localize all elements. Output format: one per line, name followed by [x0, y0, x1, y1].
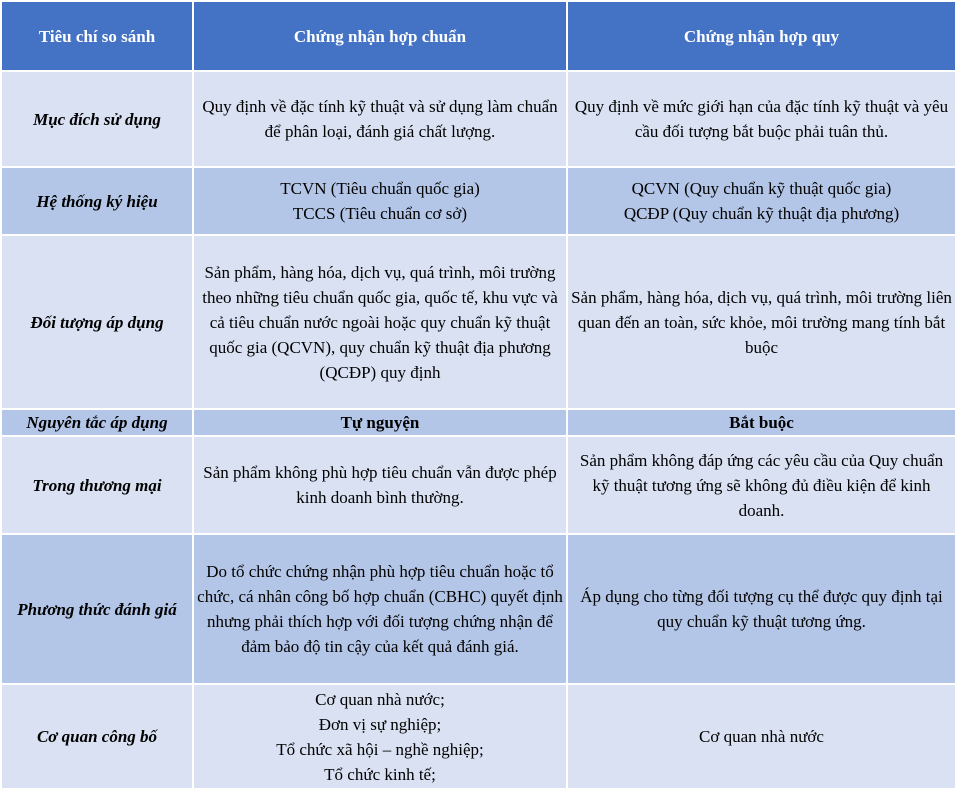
regulation-cell: [567, 436, 955, 534]
standard-cell: [193, 167, 567, 235]
cell-text: Quy định về mức giới hạn của đặc tính kỹ thuật và yêu cầu đối tượng bắt buộc phải tuân thủ.: [574, 97, 949, 141]
regulation-cell: [567, 534, 955, 684]
criterion-cell: Trong thương mại: [1, 436, 193, 534]
table-row-trade: [1, 436, 955, 534]
header-regulation-certification: Chứng nhận hợp quy: [567, 1, 955, 71]
standard-cell: [193, 534, 567, 684]
cell-text: Cơ quan nhà nước;: [315, 689, 445, 709]
cell-text: Bắt buộc: [729, 413, 794, 432]
cell-text: Tổ chức kinh tế;: [324, 764, 436, 784]
criterion-cell: Đối tượng áp dụng: [1, 235, 193, 409]
criterion-cell: Hệ thống ký hiệu: [1, 167, 193, 235]
table-row-assessment-method: [1, 534, 955, 684]
regulation-cell: [567, 409, 955, 436]
standard-cell: [193, 235, 567, 409]
cell-text: Do tổ chức chứng nhận phù hợp tiêu chuẩn hoặc tổ chức, cá nhân công bố hợp chuẩn (CBHC) quyết định nhưng phải thích hợp với đối tượng chứng nhận để đảm bảo độ tin cậy của kết quả đánh giá.: [197, 562, 563, 656]
cell-text: Sản phẩm không đáp ứng các yêu cầu của Quy chuẩn kỹ thuật tương ứng sẽ không đủ điều kiện để kinh doanh.: [579, 450, 944, 520]
regulation-cell: [567, 167, 955, 235]
cell-text: Sản phẩm, hàng hóa, dịch vụ, quá trình, môi trường theo những tiêu chuẩn quốc gia, quốc tế, khu vực và cả tiêu chuẩn nước ngoài hoặc quy chuẩn kỹ thuật quốc gia (QCVN), quy chuẩn kỹ thuật địa phương (QCĐP) quy định: [202, 262, 558, 382]
standard-cell: [193, 71, 567, 167]
header-standard-certification: Chứng nhận hợp chuẩn: [193, 1, 567, 71]
cell-text: Cơ quan nhà nước: [699, 727, 824, 746]
regulation-cell: [567, 71, 955, 167]
cell-text: Tự nguyện: [340, 413, 420, 432]
criterion-cell: Nguyên tắc áp dụng: [1, 409, 193, 436]
cell-text: TCCS (Tiêu chuẩn cơ sở): [292, 204, 468, 223]
cell-text: Quy định về đặc tính kỹ thuật và sử dụng làm chuẩn để phân loại, đánh giá chất lượng.: [202, 97, 558, 141]
cell-text: QCVN (Quy chuẩn kỹ thuật quốc gia): [631, 179, 892, 198]
table-row-scope: [1, 235, 955, 409]
standard-cell: [193, 409, 567, 436]
header-criteria: Tiêu chí so sánh: [1, 1, 193, 71]
table-row-issuing-authority: [1, 684, 955, 789]
regulation-cell: [567, 684, 955, 789]
table-row-symbol-system: [1, 167, 955, 235]
criterion-cell: Phương thức đánh giá: [1, 534, 193, 684]
cell-text: Sản phẩm, hàng hóa, dịch vụ, quá trình, môi trường liên quan đến an toàn, sức khỏe, môi trường mang tính bắt buộc: [571, 287, 952, 357]
cell-text: Áp dụng cho từng đối tượng cụ thể được quy định tại quy chuẩn kỹ thuật tương ứng.: [580, 587, 943, 631]
cell-text: TCVN (Tiêu chuẩn quốc gia): [280, 179, 480, 198]
cell-text: QCĐP (Quy chuẩn kỹ thuật địa phương): [623, 204, 900, 223]
regulation-cell: [567, 235, 955, 409]
cell-text: Sản phẩm không phù hợp tiêu chuẩn vẫn được phép kinh doanh bình thường.: [203, 463, 557, 507]
standard-cell: [193, 684, 567, 789]
criterion-cell: Cơ quan công bố: [1, 684, 193, 789]
table-header-row: [1, 1, 955, 71]
criterion-cell: Mục đích sử dụng: [1, 71, 193, 167]
standard-cell: [193, 436, 567, 534]
table-row-purpose: [1, 71, 955, 167]
cell-text: Tổ chức xã hội – nghề nghiệp;: [276, 739, 484, 759]
table-row-principle: [1, 409, 955, 436]
cell-text: Đơn vị sự nghiệp;: [318, 714, 442, 734]
